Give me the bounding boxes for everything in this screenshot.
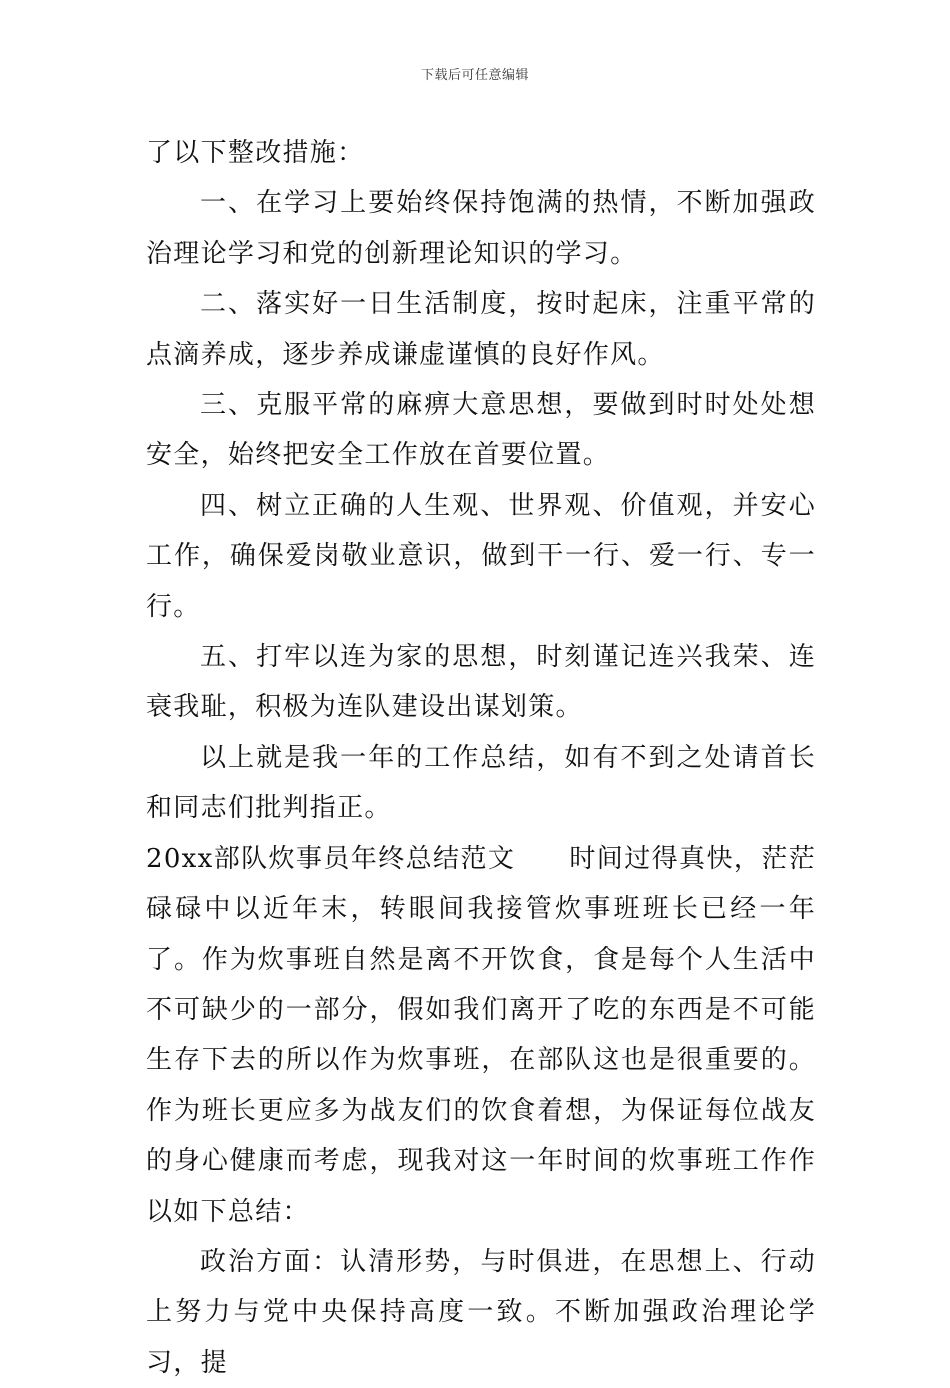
paragraph-measure-5: 五、打牢以连为家的思想，时刻谨记连兴我荣、连衰我耻，积极为连队建设出谋划策。 xyxy=(146,642,816,723)
article-intro: 时间过得真快，茫茫碌碌中以近年末，转眼间我接管炊事班班长已经一年了。作为炊事班自然是离不开饮食，食是每个人生活中不可缺少的一部分，假如我们离开了吃的东西是不可能生存下去的所以作为炊事班，在部队这也是很重要的。作为班长更应多为战友们的饮食着想，为保证每位战友的身心健康而考虑，现我对这一年时间的炊事班工作作以如下总结： xyxy=(146,843,816,1227)
paragraph-measure-2: 二、落实好一日生活制度，按时起床，注重平常的点滴养成，逐步养成谦虚谨慎的良好作风。 xyxy=(146,289,816,370)
article-title: 20xx部队炊事员年终总结范文 xyxy=(146,843,516,874)
paragraph-politics: 政治方面：认清形势，与时俱进，在思想上、行动上努力与党中央保持高度一致。不断加强政治理论学习，提 xyxy=(146,1246,816,1378)
page-header: 下载后可任意编辑 xyxy=(420,68,529,83)
paragraph-closing: 以上就是我一年的工作总结，如有不到之处请首长和同志们批判指正。 xyxy=(146,742,816,824)
article-start xyxy=(146,834,816,1237)
document-body xyxy=(146,128,816,1388)
paragraph-measure-3: 三、克服平常的麻痹大意思想，要做到时时处处想安全，始终把安全工作放在首要位置。 xyxy=(146,390,816,471)
paragraph-measure-1: 一、在学习上要始终保持饱满的热情，不断加强政治理论学习和党的创新理论知识的学习。 xyxy=(146,188,816,269)
paragraph-continuation: 了以下整改措施： xyxy=(146,138,365,168)
paragraph-measure-4: 四、树立正确的人生观、世界观、价值观，并安心工作，确保爱岗敬业意识，做到干一行、爱一行、专一行。 xyxy=(146,490,816,622)
